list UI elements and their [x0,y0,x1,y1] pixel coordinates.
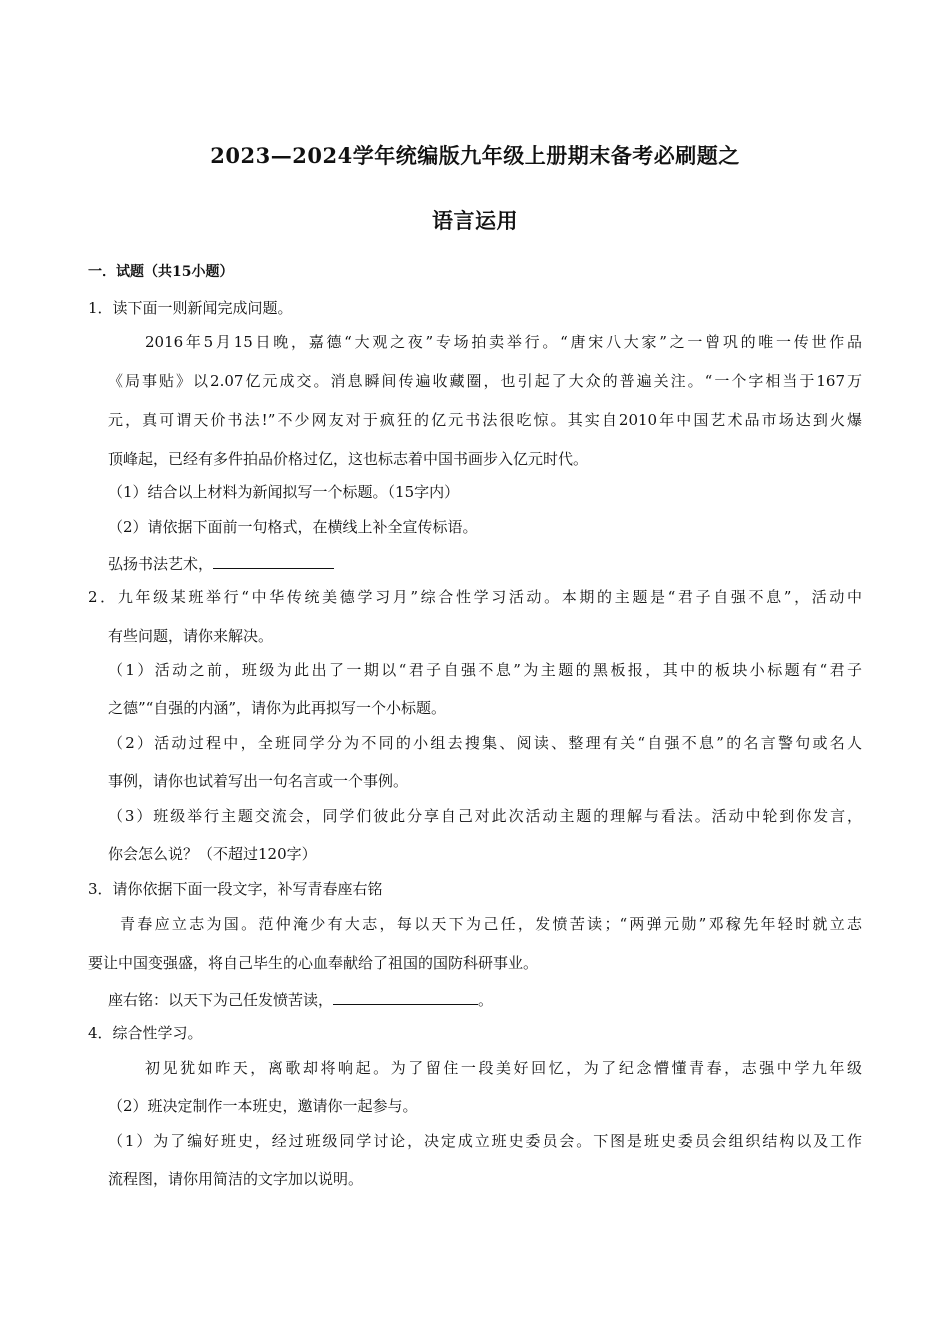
q2-sub1-line2: 之德”“自强的内涵”，请你为此再拟写一个小标题。 [108,699,447,717]
q2-sub3-line1: （3）班级举行主题交流会，同学们彼此分享自己对此次活动主题的理解与看法。活动中轮到你发言， [108,807,862,825]
q2-sub1-line1: （1）活动之前，班级为此出了一期以“君子自强不息”为主题的黑板报，其中的板块小标题有“君子 [108,661,862,679]
doc-title-line2: 语言运用 [432,208,518,233]
q1-answer-blank[interactable] [213,552,334,569]
q2-sub2-line2: 事例，请你也试着写出一句名言或一个事例。 [108,772,409,790]
q1-stem: 1．读下面一则新闻完成问题。 [88,299,293,317]
q1-sub2: （2）请依据下面前一句格式，在横线上补全宣传标语。 [108,518,478,536]
section-header: 一．试题（共15小题） [88,264,234,280]
q3-para-line1: 青春应立志为国。范仲淹少有大志，每以天下为己任，发愤苦读；“两弹元勋”邓稼先年轻时就立志 [120,915,862,933]
q4-sub1-line2: 流程图，请你用简洁的文字加以说明。 [108,1170,364,1188]
q1-para-line1: 2016年5月15日晚，嘉德“大观之夜”专场拍卖举行。“唐宋八大家”之一曾巩的唯一传世作品 [145,333,862,351]
q1-para-line2: 《局事贴》以2.07亿元成交。消息瞬间传遍收藏圈，也引起了大众的普遍关注。“一个字相当于167万 [108,372,862,390]
q2-sub3-line2: 你会怎么说？（不超过120字） [108,845,317,863]
doc-title-line1: 2023—2024学年统编版九年级上册期末备考必刷题之 [210,143,740,168]
q4-sub1-line1: （1）为了编好班史，经过班级同学讨论，决定成立班史委员会。下图是班史委员会组织结构以及工作 [108,1132,862,1150]
q4-para-line1: 初见犹如昨天，离歌却将响起。为了留住一段美好回忆，为了纪念懵懂青春，志强中学九年级 [145,1059,862,1077]
q1-para-line4: 顶峰起，已经有多件拍品价格过亿，这也标志着中国书画步入亿元时代。 [108,450,589,468]
q2-stem: 2．九年级某班举行“中华传统美德学习月”综合性学习活动。本期的主题是“君子自强不息”，活动中 [88,588,862,606]
q2-stem-cont: 有些问题，请你来解决。 [108,627,274,645]
q4-stem: 4．综合性学习。 [88,1024,203,1042]
q1-slogan-text: 弘扬书法艺术， [108,555,214,573]
q3-motto-end: 。 [478,991,494,1009]
q4-para-line2: （2）班决定制作一本班史，邀请你一起参与。 [108,1097,418,1115]
q1-sub1: （1）结合以上材料为新闻拟写一个标题。（15字内） [108,483,460,501]
q3-answer-blank[interactable] [333,988,478,1005]
q3-motto [108,988,493,1010]
q3-para-line2: 要让中国变强盛，将自己毕生的心血奉献给了祖国的国防科研事业。 [88,954,539,972]
q3-motto-text: 座右铭：以天下为己任发愤苦读， [108,991,334,1009]
q3-stem: 3．请你依据下面一段文字，补写青春座右铭 [88,880,383,898]
q2-sub2-line1: （2）活动过程中，全班同学分为不同的小组去搜集、阅读、整理有关“自强不息”的名言警句或名人 [108,734,862,752]
q1-para-line3: 元，真可谓天价书法!”不少网友对于疯狂的亿元书法很吃惊。其实自2010年中国艺术品市场达到火爆 [108,411,862,429]
q1-slogan [108,552,334,574]
